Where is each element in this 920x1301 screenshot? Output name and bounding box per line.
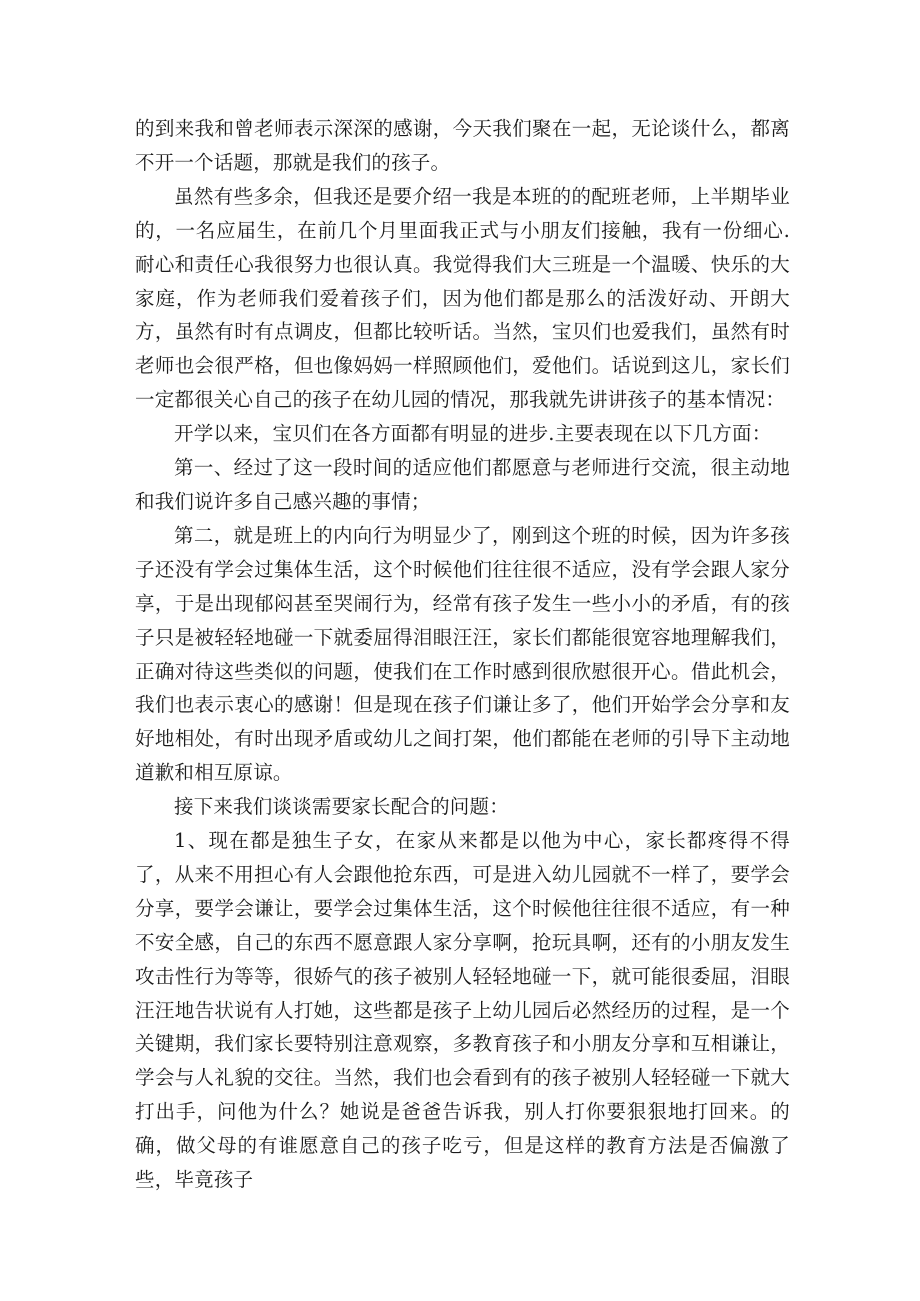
paragraph-point-one: 第一、经过了这一段时间的适应他们都愿意与老师进行交流，很主动地和我们说许多自己感兴趣的事情；: [135, 456, 790, 513]
paragraph-self-introduction: 虽然有些多余，但我还是要介绍一我是本班的的配班老师，上半期毕业的，一名应届生，在前几个月里面我正式与小朋友们接触，我有一份细心.耐心和责任心我很努力也很认真。我觉得我们大三班是一个温暖、快乐的大家庭，作为老师我们爱着孩子们，因为他们都是那么的活泼好动、开朗大方，虽然有时有点调皮，但都比较听话。当然，宝贝们也爱我们，虽然有时老师也会很严格，但也像妈妈一样照顾他们，爱他们。话说到这儿，家长们一定都很关心自己的孩子在幼儿园的情况，那我就先讲讲孩子的基本情况：: [135, 184, 790, 412]
document-body: [135, 112, 790, 1197]
paragraph-point-two: 第二，就是班上的内向行为明显少了，刚到这个班的时候，因为许多孩子还没有学会过集体生活，这个时候他们往往很不适应，没有学会跟人家分享，于是出现郁闷甚至哭闹行为，经常有孩子发生一些小小的矛盾，有的孩子只是被轻轻地碰一下就委屈得泪眼汪汪，家长们都能很宽容地理解我们，正确对待这些类似的问题，使我们在工作时感到很欣慰很开心。借此机会，我们也表示衷心的感谢！但是现在孩子们谦让多了，他们开始学会分享和友好地相处，有时出现矛盾或幼儿之间打架，他们都能在老师的引导下主动地道歉和相互原谅。: [135, 523, 790, 785]
paragraph-progress-intro: 开学以来，宝贝们在各方面都有明显的进步.主要表现在以下几方面：: [174, 422, 772, 446]
paragraph-continued-thanks: 的到来我和曾老师表示深深的感谢，今天我们聚在一起，无论谈什么，都离不开一个话题，那就是我们的孩子。: [135, 117, 790, 174]
paragraph-item-one: 1、现在都是独生子女，在家从来都是以他为中心，家长都疼得不得了，从来不用担心有人会跟他抢东西，可是进入幼儿园就不一样了，要学会分享，要学会谦让，要学会过集体生活，这个时候他往往很不适应，有一种不安全感，自己的东西不愿意跟人家分享啊，抢玩具啊，还有的小朋友发生攻击性行为等等，很娇气的孩子被别人轻轻地碰一下，就可能很委屈，泪眼汪汪地告状说有人打她，这些都是孩子上幼儿园后必然经历的过程，是一个关键期，我们家长要特别注意观察，多教育孩子和小朋友分享和互相谦让，学会与人礼貌的交往。当然，我们也会看到有的孩子被别人轻轻碰一下就大打出手，问他为什么？她说是爸爸告诉我，别人打你要狠狠地打回来。的确，做父母的有谁愿意自己的孩子吃亏，但是这样的教育方法是否偏激了些，毕竟孩子: [135, 829, 790, 1192]
paragraph-parent-cooperation-intro: 接下来我们谈谈需要家长配合的问题：: [174, 795, 509, 819]
